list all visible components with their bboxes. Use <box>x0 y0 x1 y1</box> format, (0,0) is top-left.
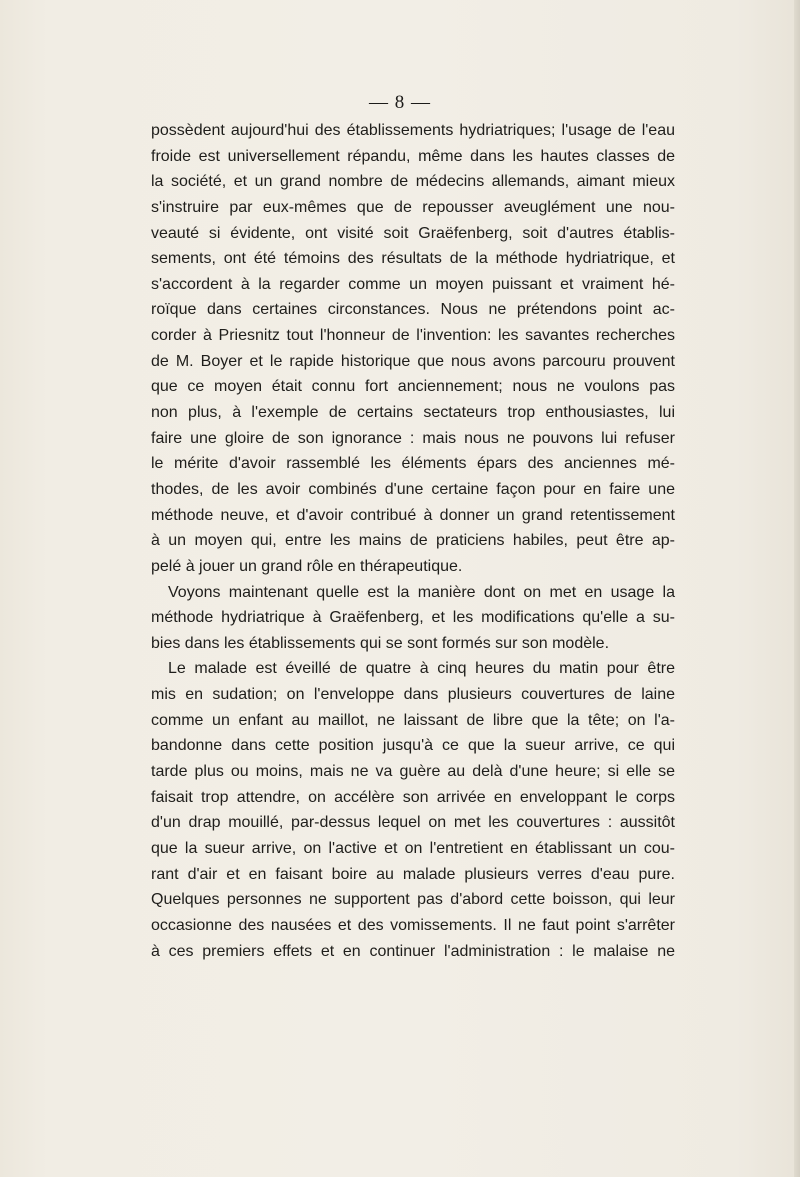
text-line: corder à Priesnitz tout l'honneur de l'invention: les savantes recherches <box>151 327 675 345</box>
text-line: tarde plus ou moins, mais ne va guère au delà d'une heure; si elle se <box>151 763 675 781</box>
text-line: Quelques personnes ne supportent pas d'abord cette boisson, qui leur <box>151 891 675 909</box>
page-number: — 8 — <box>369 92 431 113</box>
text-line: méthode hydriatrique à Graëfenberg, et les modifications qu'elle a su- <box>151 609 675 627</box>
text-line: mis en sudation; on l'enveloppe dans plusieurs couvertures de laine <box>151 686 675 704</box>
text-line: faisait trop attendre, on accélère son arrivée en enveloppant le corps <box>151 788 675 806</box>
text-line: que ce moyen était connu fort anciennement; nous ne voulons pas <box>151 378 675 396</box>
text-line: le mérite d'avoir rassemblé les éléments épars des anciennes mé- <box>151 455 675 473</box>
page-edge <box>794 0 800 1177</box>
text-line: la société, et un grand nombre de médecins allemands, aimant mieux <box>151 173 675 191</box>
text-line: pelé à jouer un grand rôle en thérapeutique. <box>151 557 463 575</box>
text-line: bandonne dans cette position jusqu'à ce que la sueur arrive, ce qui <box>151 737 675 755</box>
text-line: à ces premiers effets et en continuer l'administration : le malaise ne <box>151 942 675 960</box>
text-line: faire une gloire de son ignorance : mais nous ne pouvons lui refuser <box>151 429 675 447</box>
text-line: sements, ont été témoins des résultats de la méthode hydriatrique, et <box>151 250 675 268</box>
body-text <box>151 118 675 964</box>
text-line: Voyons maintenant quelle est la manière dont on met en usage la <box>168 583 675 601</box>
text-line: à un moyen qui, entre les mains de praticiens habiles, peut être ap- <box>151 532 675 550</box>
text-line: rant d'air et en faisant boire au malade plusieurs verres d'eau pure. <box>151 865 675 883</box>
text-line: s'instruire par eux-mêmes que de repousser aveuglément une nou- <box>151 198 675 216</box>
text-line: Le malade est éveillé de quatre à cinq heures du matin pour être <box>168 660 675 678</box>
text-line: roïque dans certaines circonstances. Nous ne prétendons point ac- <box>151 301 675 319</box>
text-line: d'un drap mouillé, par-dessus lequel on met les couvertures : aussitôt <box>151 814 675 832</box>
text-line: froide est universellement répandu, même dans les hautes classes de <box>151 147 675 165</box>
text-line: occasionne des nausées et des vomissements. Il ne faut point s'arrêter <box>151 916 675 934</box>
text-line: comme un enfant au maillot, ne laissant de libre que la tête; on l'a- <box>151 711 675 729</box>
text-line: méthode neuve, et d'avoir contribué à donner un grand retentissement <box>151 506 675 524</box>
text-line: veauté si évidente, ont visité soit Graëfenberg, soit d'autres établis- <box>151 224 675 242</box>
text-line: de M. Boyer et le rapide historique que nous avons parcouru prouvent <box>151 352 675 370</box>
text-line: bies dans les établissements qui se sont formés sur son modèle. <box>151 634 610 652</box>
text-line: que la sueur arrive, on l'active et on l'entretient en établissant un cou- <box>151 839 675 857</box>
text-line: non plus, à l'exemple de certains sectateurs trop enthousiastes, lui <box>151 404 675 422</box>
text-line: thodes, de les avoir combinés d'une certaine façon pour en faire une <box>151 480 675 498</box>
text-line: s'accordent à la regarder comme un moyen puissant et vraiment hé- <box>151 275 675 293</box>
text-line: possèdent aujourd'hui des établissements hydriatriques; l'usage de l'eau <box>151 122 675 139</box>
